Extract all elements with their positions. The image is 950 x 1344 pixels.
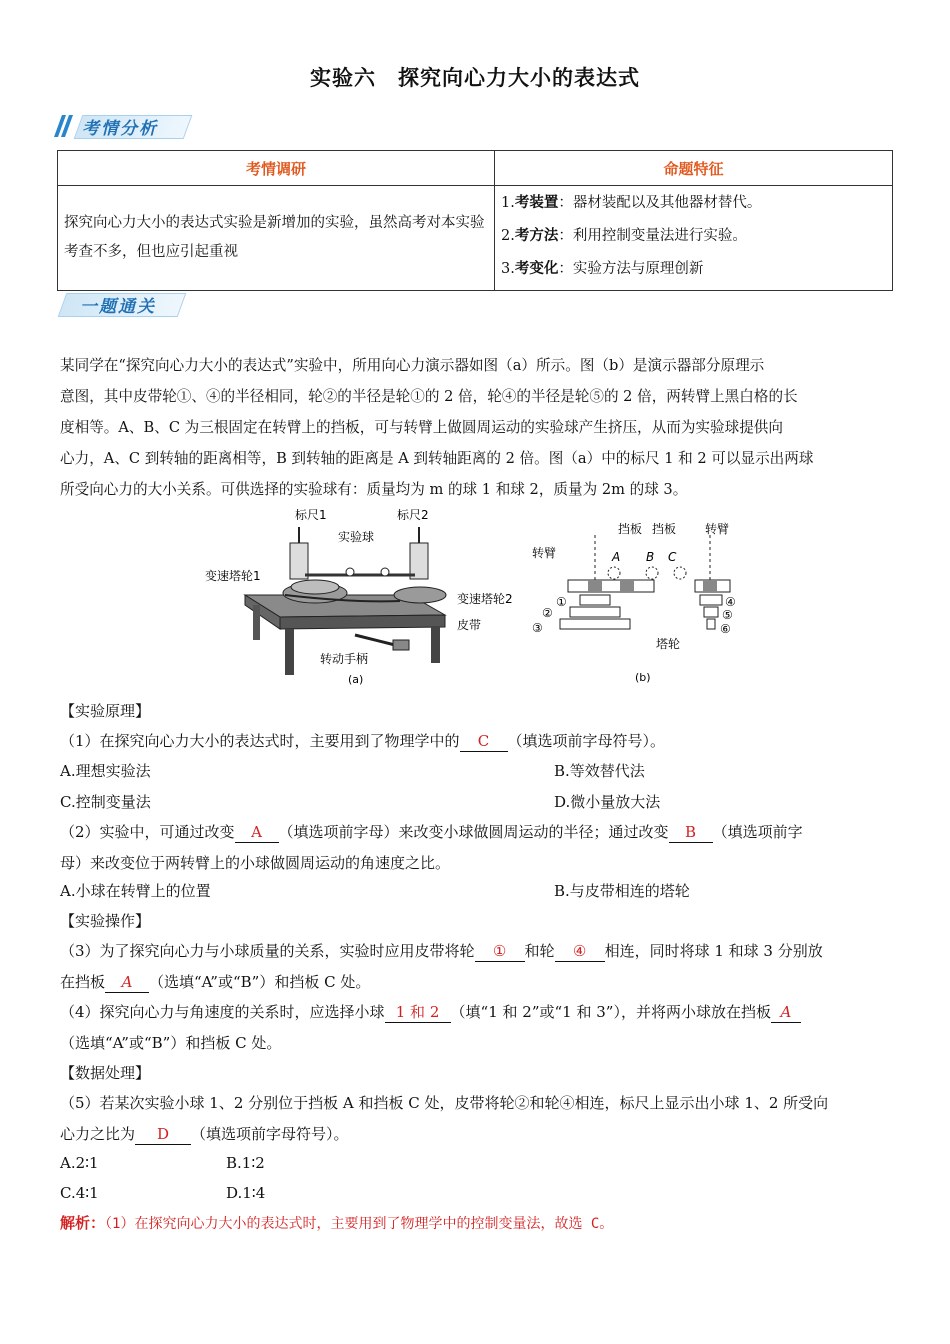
label-arm-right: 转臂 — [705, 522, 730, 536]
label-B: B — [646, 550, 655, 564]
label-A: A — [612, 550, 621, 564]
label-arm-left: 转臂 — [532, 546, 557, 560]
answer-q4-1: 1 和 2 — [385, 1002, 451, 1023]
option-A: A.小球在转臂上的位置 — [60, 882, 211, 900]
table-cell-research: 探究向心力大小的表达式实验是新增加的实验，虽然高考对本实验考查不多，但也应引起重视 — [58, 186, 495, 291]
table-cell-features — [495, 186, 893, 291]
figure-b — [532, 521, 736, 684]
question-1: （1）在探究向心力大小的表达式时，主要用到了物理学中的 C （填选项前字母符号）。 — [60, 732, 666, 750]
analysis — [60, 1208, 890, 1240]
analysis-label: 解析： — [60, 1214, 106, 1232]
caption-a: (a) — [348, 673, 364, 686]
label-plate2: 挡板 — [652, 522, 677, 536]
question-4: （4）探究向心力与角速度的关系时，应选择小球 1 和 2 （填“1 和 2”或“1 和 3”），并将两小球放在挡板 A （选填“A”或“B”）和挡板 C 处。 — [60, 997, 890, 1059]
banner-stripes-icon — [58, 115, 72, 141]
option-C: C.控制变量法 — [60, 793, 151, 811]
feature-item: 1.考装置：器材装配以及其他器材替代。 — [501, 195, 762, 211]
answer-q2-2: B — [669, 822, 713, 843]
table-header-research: 考情调研 — [58, 151, 495, 186]
option-B: B.等效替代法 — [554, 762, 645, 780]
option-B: B.与皮带相连的塔轮 — [554, 882, 690, 900]
label-pulley2: 变速塔轮2 — [457, 592, 513, 606]
label-belt: 皮带 — [457, 618, 482, 632]
exam-analysis-table — [57, 150, 893, 291]
answer-q3-3: A — [105, 972, 149, 993]
label-tower: 塔轮 — [656, 637, 681, 651]
q1-options-row1 — [60, 756, 890, 787]
section-banner-one-question — [58, 290, 198, 316]
q2-options — [60, 876, 890, 907]
answer-q4-2: A — [771, 1002, 801, 1023]
question-5: （5）若某次实验小球 1、2 分别位于挡板 A 和挡板 C 处，皮带将轮②和轮④相连，标尺上显示出小球 1、2 所受向 心力之比为 D （填选项前字母符号）。 — [60, 1094, 829, 1143]
section-data: 【数据处理】 — [60, 1064, 151, 1082]
section-operation: 【实验操作】 — [60, 912, 151, 930]
answer-q5: D — [135, 1124, 191, 1145]
answer-q3-1: ① — [475, 941, 525, 962]
banner-label: 考情分析 — [82, 119, 158, 139]
option-D: D.微小量放大法 — [554, 793, 661, 811]
feature-item: 2.考方法：利用控制变量法进行实验。 — [501, 228, 747, 244]
feature-item: 3.考变化：实验方法与原理创新 — [501, 261, 704, 277]
label-w4: ④ — [725, 595, 736, 609]
answer-q2-1: A — [235, 822, 279, 843]
label-ruler2: 标尺2 — [397, 508, 429, 522]
banner-label: 一题通关 — [80, 297, 156, 317]
table-header-features: 命题特征 — [495, 151, 893, 186]
label-handle: 转动手柄 — [320, 652, 369, 666]
section-principle: 【实验原理】 — [60, 702, 151, 720]
label-w6: ⑥ — [720, 622, 731, 636]
label-w1: ① — [556, 595, 567, 609]
option-C: C.4∶1 — [60, 1184, 99, 1202]
q1-options-row2 — [60, 787, 890, 818]
label-pulley1: 变速塔轮1 — [205, 569, 261, 583]
q5-options-row2 — [60, 1178, 890, 1209]
label-ruler1: 标尺1 — [295, 508, 327, 522]
section-banner-analysis — [58, 112, 198, 138]
q5-options-row1 — [60, 1148, 890, 1179]
label-w3: ③ — [532, 621, 543, 635]
label-w2: ② — [542, 606, 553, 620]
option-D: D.1∶4 — [226, 1184, 266, 1202]
apparatus-figure — [195, 505, 760, 690]
answer-q3-2: ④ — [555, 941, 605, 962]
analysis-text: （1）在探究向心力大小的表达式时，主要用到了物理学中的控制变量法，故选 C。 — [105, 1216, 614, 1232]
caption-b: (b) — [635, 671, 651, 684]
page-title: 实验六 探究向心力大小的表达式 — [310, 66, 640, 90]
label-w5: ⑤ — [722, 608, 733, 622]
question-3: （3）为了探究向心力与小球质量的关系，实验时应用皮带将轮 ① 和轮 ④ 相连，同时将球 1 和球 3 分别放 在挡板 A （选填“A”或“B”）和挡板 C 处。 — [60, 942, 823, 991]
figure-a — [205, 507, 513, 686]
option-A: A.理想实验法 — [60, 762, 151, 780]
option-B: B.1∶2 — [226, 1154, 265, 1172]
question-intro: 某同学在“探究向心力大小的表达式”实验中，所用向心力演示器如图（a）所示。图（b）是演示器部分原理示 意图，其中皮带轮①、④的半径相同，轮②的半径是轮①的 2 倍，轮④的半径是轮⑤的 2 倍，两转臂上黑白格的长 度相等。A、B、C 为三根固定在转臂上的挡板，可与转臂上做圆周运动的实验球产生挤压，从而为实验球提供向 心力，A、C 到转轴的距离相等，B 到转轴的距离是 A 到转轴距离的 2 倍。图（a）中的标尺 1 和 2 可以显示出两球 所受向心力的大小关系。可供选择的实验球有：质量均为 m 的球 1 和球 2，质量为 2m 的球 3。 — [60, 357, 814, 498]
label-ball: 实验球 — [338, 530, 375, 544]
question-2: （2）实验中，可通过改变 A （填选项前字母）来改变小球做圆周运动的半径；通过改变 B （填选项前字 母）来改变位于两转臂上的小球做圆周运动的角速度之比。 — [60, 823, 803, 872]
option-A: A.2∶1 — [60, 1154, 99, 1172]
answer-q1: C — [460, 731, 508, 752]
label-C: C — [668, 550, 677, 564]
label-plate1: 挡板 — [618, 522, 643, 536]
